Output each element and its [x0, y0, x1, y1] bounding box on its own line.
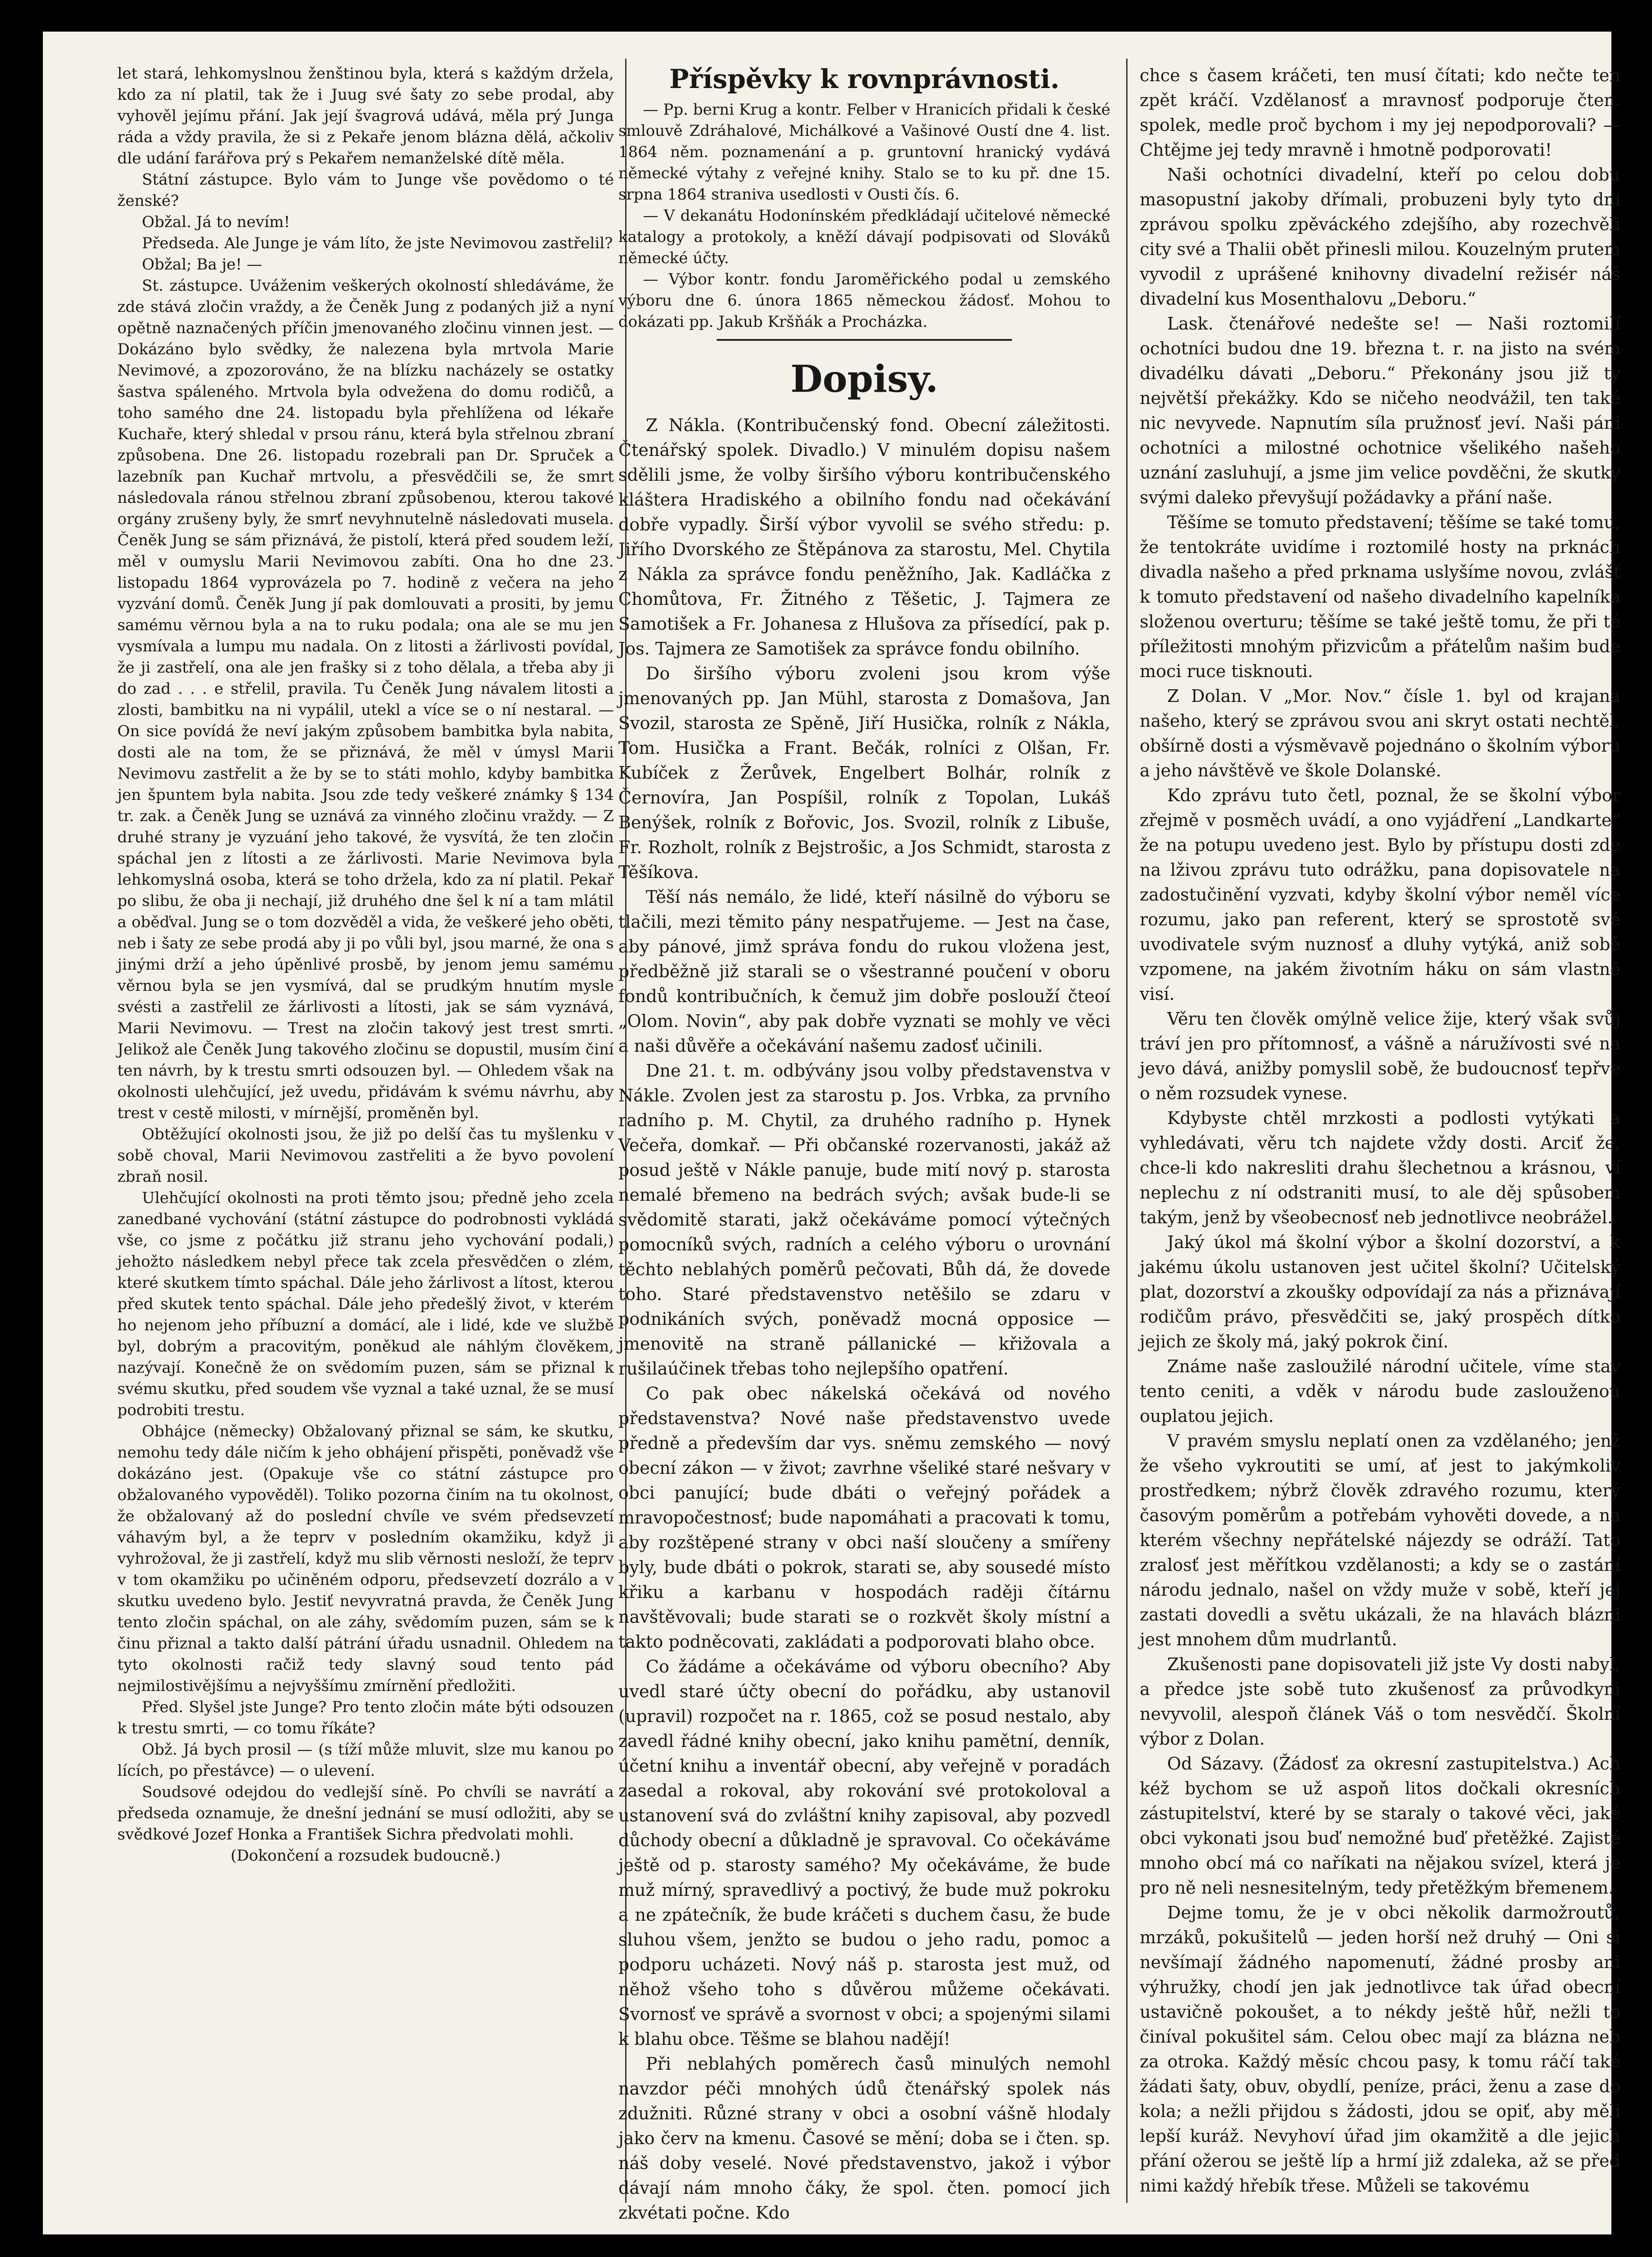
section-heading-contributions: Příspěvky k rovnprávnosti.: [669, 64, 1060, 94]
paragraph: Naši ochotníci divadelní, kteří po celou dobu masopustní jakoby dřímali, probuzeni byly tyto dni zprávou spolku zpěváckého zdejšího, aby rozechvěli city své a Thalii obět přinesli milou. Kouzelným prutem vyvodil z uprášené knihovny divadelní režisér náš divadelní kus Mosenthalovu „Deboru.“: [1140, 165, 1620, 309]
paragraph: Předseda. Ale Junge je vám líto, že jste Nevimovou zastřelil?: [142, 234, 613, 252]
section-separator: [717, 339, 1012, 341]
paragraph: Známe naše zasloužilé národní učitele, víme stav tento ceniti, a vděk v národu bude zaslouženou ouplatou jejich.: [1140, 1356, 1620, 1426]
paragraph: Kdo zprávu tuto četl, poznal, že se školní výbor zřejmě v posměch uvádí, a ono vyjádření „Landkarte“ že na potupu uvedeno jest. Bylo by přístupu dosti zde na lživou zprávu tuto odrážku, pana dopisovatele na zadostučinění vyzvati, kdyby školní výbor neměl více rozumu, jako pan referent, který se sprostotě své uvodivatele svým nuznosť a dluhy vytýká, aniž sobě vzpomene, na jakém životním háku on sám vlastně visí.: [1140, 785, 1620, 1004]
column-right: [1140, 63, 1620, 2207]
paragraph: Dejme tomu, že je v obci několik darmožroutů, mrzáků, pokušitelů — jeden horší než druhý — Oni si nevšímají žádného napomenutí, žádné prosby ani výhružky, chodí jen jak jednotlivce tak úřad obecní ustavičně pokoušet, a to nékdy ještě hůř, nežli to činíval pokušitel sám. Celou obec mají za blázna neb za otroka. Každý měsíc chcou pasy, k tomu ráčí také žádati šaty, obuv, obydlí, peníze, práci, ženu a zase do kola; a nežli přijdou s žádosti, jdou se opiť, aby měli lepší kuráž. Nevyhoví úřad jim okamžitě a dle jejich přání ožerou se ještě líp a hrmí již zdaleka, až se před nimi každý hřebík třese. Můželi se takovému: [1140, 1903, 1620, 2196]
paragraph: Obžal. Já to nevím!: [142, 213, 290, 231]
paragraph: Soudsové odejdou do vedlejší síně. Po chvíli se navrátí a předseda oznamuje, že dnešní jednání se musí odložiti, aby se svědkové Jozef Honka a František Sichra předvolati mohli.: [117, 1783, 614, 1844]
column-middle: [618, 63, 1110, 2223]
column-left: [117, 63, 614, 2207]
paragraph: St. zástupce. Uváženim veškerých okolností shledáváme, že zde stává zločin vraždy, a že Čeněk Jung z podaných již a nyní opětně naznačených příčin jmenovaného zločinu vinnen jest. — Dokázáno bylo svědky, že nalezena byla mrtvola Marie Nevimové, a zpozorováno, že na blízku nacházely se ostatky šastva spáleného. Mrtvola byla odvežena do domu rodičů, a toho samého dne 24. listopadu byla přehlížena od lékaře Kuchaře, který shledal v prsou ránu, která byla střelnou zbraní způsobena. Dne 26. listopadu rozebrali pan Dr. Spruček a lazebník pan Kuchař mrtvolu, a přesvědčili se, že smrt následovala ránou střelnou zbraní způsobenou, kterou takové orgány zrušeny byly, že smrť nevyhnutelně následovati musela. Čeněk Jung se sám přiznává, že pistolí, která před soudem leží, měl v oumyslu Marii Nevimovou zabíti. Ona ho dne 23. listopadu 1864 vyprovázela po 7. hodině z večera na jeho vyzvání domů. Čeněk Jung jí pak domlouvati a prositi, by jemu samému věrnou byla a na to ruku podala; ona ale se mu jen vysmívala a lumpu mu nadala. On z litosti a žárlivosti povídal, že ji zastřelí, ona ale jen frašky si z toho dělala, a třeba aby ji do zad . . . e střelil, pravila. Tu Čeněk Jung návalem litosti a zlosti, bambitku na ni vypálil, utekl a více se o ní nestaral. — On sice povídá že neví jakým způsobem bambitka byla nabita, dosti ale na tom, že se přiznává, že měl v úmysl Marii Nevimovu zastřelit a že by se to státi mohlo, kdyby bambitka jen špuntem byla nabita. Jsou zde tedy veškeré známky § 134 tr. zak. a Čeněk Jung se uznává za vinného zločinu vraždy. — Z druhé strany je vyzuání jeho takové, že vysvítá, že ten zločin spáchal jen z lítosti a ze žárlivosti. Marie Nevimova byla lehkomyslná osoba, která se toho držela, kdo za ní platil. Pekař po slibu, že oba ji nechají, již druhého dne šel k ní a tam mlátil a oběďval. Jung se o tom dozvěděl a vida, že veškeré jeho oběti, neb i šaty ze sebe prodá aby ji po vůli byl, jsou marné, že ona s jinými drží a jeho úpěnlivé prosbě, by jenom jemu samému věrnou byla se jen vysmívá, dal se prudkým hnutím mysle svésti a zastřelil ze žárlivosti a lítosti, jak se sám vyznává, Marii Nevimovu. — Trest na zločin takový jest trest smrti. Jelikož ale Čeněk Jung takového zločinu se dopustil, musím činí ten návrh, by k trestu smrti odsouzen byl. — Ohledem však na okolnosti ulehčující, jež uvedu, přidávám k svému návrhu, aby trest v cestě milosti, v mírnější, proměněn byl.: [117, 277, 614, 1122]
paragraph: chce s časem kráčeti, ten musí čítati; kdo nečte ten zpět kráčí. Vzdělanosť a mravnosť podporuje čten. spolek, medle proč bychom i my jej nepodporovali? — Chtějme jej tedy mravně i hmotně podporovati!: [1140, 65, 1620, 160]
paragraph: Věru ten člověk omýlně velice žije, který však svůj tráví jen pro přítomnosť, a vášně a náružívosti své na jevo dává, anižby pomyslil sobě, že budoucnosť tepřve o něm rozsudek vynese.: [1140, 1009, 1620, 1103]
paragraph: Ulehčující okolnosti na proti těmto jsou; předně jeho zcela zanedbané vychování (státní zástupce do podrobnosti vykládá vše, co jsme z počátku již stranu jeho vychování podali,) jehožto následkem nebyl přece tak zcela přesvědčen o zlém, které skutkem tímto spáchal. Dále jeho žárlivost a lítost, kterou před skutek tento spáchal. Dále jeho předešlý život, v kterém ho nejenom jeho příbuzní a domácí, ale i lidé, kde ve službě byl, dobrým a pracovitým, poněkud ale náhlým člověkem, nazývají. Konečně že on svědomím puzen, sám se přiznal k svému skutku, před soudem vše vyznal a také uznal, že se musí podrobiti trestu.: [117, 1189, 614, 1419]
paragraph: Dne 21. t. m. odbývány jsou volby představenstva v Nákle. Zvolen jest za starostu p. Jos. Vrbka, za prvního radního p. M. Chytil, za druhého radního p. Hynek Večeřa, domkař. — Při občanské rozervanosti, jakáž až posud ještě v Nákle panuje, bude mití nový p. starosta nemalé břemeno na bedrách svých; avšak bude-li se svědomitě starati, jakž očekáváme pomocí výtečných pomocníků svých, radních a celého výboru o urovnání těchto neblahých poměrů pečovati, Bůh dá, že dovede toho. Staré představenstvo netěšilo se zdaru v podnikáních svých, poněvadž mocná opposice — jmenovitě na straně pállanické — křižovala a rušilaúčinek třebas toho nejlepšího opatření.: [618, 1061, 1110, 1379]
paragraph: Od Sázavy. (Žádosť za okresní zastupitelstva.) Ach kéž bychom se už aspoň litos dočkali okresních zástupitelství, které by se staraly o takové věci, jaké obci vykonati jsou buď nemožné buď přetěžké. Zajisté mnoho obcí má co naříkati na nějakou svízel, která je pro ně neli nesnesitelným, tedy přetěžkým břemenem.: [1140, 1754, 1620, 1898]
column-rule-right: [1126, 59, 1128, 2203]
paragraph: Obhájce (německy) Obžalovaný přiznal se sám, ke skutku, nemohu tedy dále ničím k jeho obhájení přispěti, poněvadž vše dokázáno jest. (Opakuje vše co státní zástupce pro obžalovaného vypověděl). Toliko pozorna činím na tu okolnost, že obžalovaný až do poslední chvíle ve svém předsevzetí váhavým byl, a že teprv v posledním okamžiku, když ji vyhrožoval, že ji zastřelí, když mu slib věrnosti nesloží, že teprv v tom okamžiku po učiněném odporu, předsevzetí dozrálo a v skutku uvedeno bylo. Jestiť nevyvratná pravda, že Čeněk Jung tento zločin spáchal, on ale záhy, svědomím puzen, sám se k činu přiznal a takto další pátrání úřadu usnadnil. Ohledem na tyto okolnosti račiž tedy slavný soud tento pád nejmilostivějšímu a nejvyššímu zmírnění předložiti.: [117, 1422, 614, 1695]
paragraph: Státní zástupce. Bylo vám to Junge vše povědomo o té ženské?: [117, 171, 614, 210]
paragraph: Co pak obec nákelská očekává od nového představenstva? Nové naše představenstvo uvede předně a především dar vys. sněmu zemského — nový obecní zákon — v život; zavrhne všeliké staré nešvary v obci panující; bude dbáti o veřejný pořádek a mravopočestnosť; bude napomáhati a pracovati k tomu, aby rozštěpené strany v obci naší sloučeny a smířeny byly, bude dbáti o pokrok, starati se, aby sousedé místo křiku a karbanu v hospodách raději čítárnu navštěvovali; bude starati se o rozkvět školy místní a takto podněcovati, zakládati a podporovati blaho obce.: [618, 1384, 1110, 1652]
paragraph: Při neblahých poměrech časů minulých nemohl navzdor péči mnohých údů čtenářský spolek nás zdužniti. Různé strany v obci a osobní vášně hlodaly jako červ na kmenu. Časové se mění; doba se i čten. sp. náš doby veselé. Nové představenstvo, jakož i výbor dávají nám mnoho čáky, že spol. čten. pomocí jich zkvétati počne. Kdo: [618, 2054, 1110, 2223]
newspaper-page: [43, 32, 1620, 2234]
paragraph: Obž. Já bych prosil — (s tíží může mluvit, slze mu kanou po lících, po přestávce) — o ulevení.: [117, 1741, 614, 1780]
paragraph: Co žádáme a očekáváme od výboru obecního? Aby uvedl staré účty obecní do pořádku, aby ustanovil (upravil) rozpočet na r. 1865, což se posud nestalo, aby zavedl řádné knihy obecní, jako knihu pamětní, denník, účetní knihu a inventář obecní, aby veřejně v poradách zasedal a rokoval, aby rokování své protokoloval a ustanovení svá do zvláštní knihy zapisoval, aby pozvedl důchody obecní a důkladně je spravoval. Co očekáváme ještě od p. starosty samého? My očekáváme, že bude muž mírný, spravedlivý a poctivý, že bude muž pokroku a ne zpátečník, že bude kráčeti s duchem času, že bude sluhou všem, jenžto se budou o jeho radu, pomoc a podporu ucházeti. Nový náš p. starosta jest muž, od něhož všeho toho s důvěrou můžeme očekávati. Svornosť ve správě a svornost v obci; a spojenými silami k blahu obce. Těšme se blahou nadějí!: [618, 1657, 1110, 2049]
paragraph: Těšíme se tomuto představení; těšíme se také tomu, že tentokráte uvidíme i roztomilé hosty na prknách divadla našeho a před prknama uslyšíme novou, zvlášť k tomuto představení od našeho divadelního kapelníka složenou overturu; těšíme se také ještě tomu, že při té příležitosti mnohým přizvicům a přátelům našim bude moci ruce tisknouti.: [1140, 512, 1620, 681]
paragraph: Z Nákla. (Kontribučenský fond. Obecní záležitosti. Čtenářský spolek. Divadlo.) V minulém dopisu našem sdělili jsme, že volby širšího výboru kontribučenského kláštera Hradiského a obilního fondu nad očekávání dobře vypadly. Širší výbor vyvolil se svého středu: p. Jiřího Dvorského ze Štěpánova za starostu, Mel. Chytila z Nákla za správce fondu peněžního, Jak. Kadláčka z Chomůtova, Fr. Žitného z Těšetic, J. Tajmera ze Samotišek a Fr. Johanesa z Hlušova za přísedící, pak p. Jos. Tajmera ze Samotišek za správce fondu obilního.: [618, 415, 1110, 659]
paragraph: Zkušenosti pane dopisovateli již jste Vy dosti nabyl, a předce jste sobě tuto zkušenosť za průvodkyni nevyvolil, alespoň článek Váš o tom nesvědčí. Školní výbor z Dolan.: [1140, 1654, 1620, 1749]
paragraph: Těší nás nemálo, že lidé, kteří násilně do výboru se tlačili, mezi těmito pány nespatřujeme. — Jest na čase, aby pánové, jimž správa fondu do rukou vložena jest, předběžně již starali se o všestranné poučení v oboru fondů kontribučních, k čemuž jim dobře poslouží čteoí „Olom. Novin“, aby pak dobře vyznati se mohly ve věci a naši důvěře a očekávání našemu zadosť učinili.: [618, 887, 1110, 1056]
paragraph: Jaký úkol má školní výbor a školní dozorství, a k jakému úkolu ustanoven jest učitel školní? Učitelský plat, dozorství a zkoušky odpovídají za nás a přiznávají rodičům právo, přesvědčiti se, jaký prospěch dítko jejich ze školy má, jaký pokrok činí.: [1140, 1232, 1620, 1351]
paragraph: let stará, lehkomyslnou ženštinou byla, která s každým držela, kdo za ní platil, tak že i Juug své šaty zo sebe prodal, aby vyhověl jejímu přání. Jak její švagrová udává, měla prý Junga ráda a vždy pravila, že si z Pekaře jenom blázna dělá, ačkoliv dle udání farářova prý s Pekařem nemanželské dítě měla.: [117, 65, 614, 167]
paragraph: Obtěžující okolnosti jsou, že již po delší čas tu myšlenku v sobě choval, Marii Nevimovou zastřeliti a že byvo povolení zbraň nosil.: [117, 1125, 614, 1186]
paragraph: — V dekanátu Hodonínském předkládají učitelové německé katalogy a protokoly, a kněží dávají podpisovati od Slováků německé účty.: [618, 207, 1110, 267]
paragraph: Obžal; Ba je! —: [142, 255, 262, 274]
paragraph: Lask. čtenářové nedešte se! — Naši roztomilí ochotníci budou dne 19. března t. r. na jisto na svém divadélku dávati „Deboru.“ Překonány jsou již ty největší překážky. Kdo se ničeho neodvážil, ten také nic nevyvede. Napnutím síla pružnosť jeví. Naši páni ochotníci a milostné ochotnice všelikého našeho uznání zasluhují, a jsme jim velice povděčni, že skutky svými daleko převyšují požádavky a přání naše.: [1140, 314, 1620, 507]
paragraph: Kdybyste chtěl mrzkosti a podlosti vytýkati a vyhledávati, věru tch najdete vždy dosti. Arciť že, chce-li kdo nakresliti drahu šlechetnou a krásnou, ví neplechu z ní odstraniti musí, to ale děj spůsobem takým, jenž by všeobecnosť neb jednotlivce neobrážel.: [1140, 1108, 1620, 1227]
paragraph: Z Dolan. V „Mor. Nov.“ čísle 1. byl od krajana našeho, který se zprávou svou ani skryt ostati nechtěl, obšírně dosti a výsměvavě pojednáno o školním výboru a jeho návštěvě ve škole Dolanské.: [1140, 686, 1620, 780]
paragraph: Před. Slyšel jste Junge? Pro tento zločin máte býti odsouzen k trestu smrti, — co tomu říkáte?: [117, 1698, 614, 1737]
paragraph: — Výbor kontr. fondu Jaroměřického podal u zemského výboru dne 6. února 1865 německou žádosť. Mohou to dokázati pp. Jakub Kršňák a Procházka.: [618, 270, 1110, 331]
section-heading-letters: Dopisy.: [790, 358, 938, 401]
paragraph: — Pp. berni Krug a kontr. Felber v Hranicích přidali k české smlouvě Zdráhalové, Michálkové a Vašinové Oustí dne 4. list. 1864 něm. poznamenání a p. gruntovní hranický vydává německé výtahy z veřejné knihy. Stalo se to ku př. dne 15. srpna 1864 straniva usedlosti v Ousti čís. 6.: [618, 101, 1110, 204]
continuation-note: (Dokončení a rozsudek budoucně.): [231, 1847, 501, 1865]
paragraph: Do širšího výboru zvoleni jsou krom výše jmenovaných pp. Jan Mühl, starosta z Domašova, Jan Svozil, starosta ze Spěně, Jiří Husička, rolník z Nákla, Tom. Husička a Frant. Bečák, rolníci z Olšan, Fr. Kubíček z Žerůvek, Engelbert Bolhár, rolník z Černovíra, Jan Pospíšil, rolník z Topolan, Lukáš Benýšek, rolník z Bořovic, Jos. Svozil, rolník z Libuše, Fr. Rozholt, rolník z Bejstrošic, a Jos Schmidt, starosta z Těšíkova.: [618, 664, 1110, 882]
paragraph: V pravém smyslu neplatí onen za vzdělaného; jenž že všeho vykroutiti se umí, ať jest to jakýmkoliv prostředkem; nýbrž člověk zdravého rozumu, který časovým poměrům a potřebám vyhověti dovede, a na kterém všechny nepřátelské nájezdy se odráží. Tato zralosť jest měřítkou vzdělanosti; a kdy se o zastání národu jednalo, našel on vždy muže v sobě, kteří jej zastati dovedli a světu ukázali, že na hlavách blázni jest mnohem dům mudrlantů.: [1140, 1431, 1620, 1649]
